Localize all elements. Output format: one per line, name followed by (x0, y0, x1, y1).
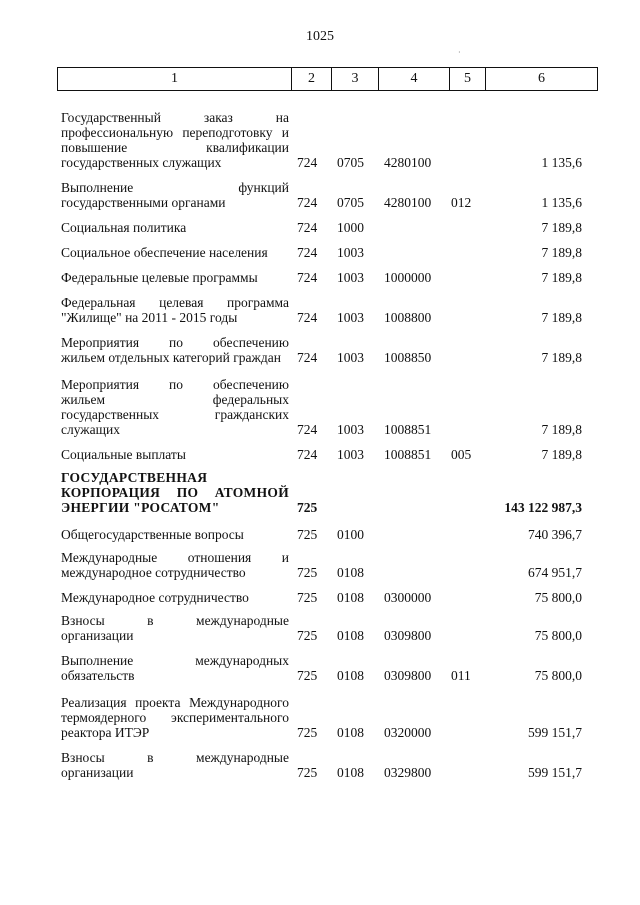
cell-c4: 4280100 (384, 195, 432, 210)
row-name-line: Мероприятия по обеспечению (61, 335, 289, 350)
row-name-line: термоядерного экспериментального (61, 710, 289, 725)
row-name (61, 695, 289, 740)
cell-c6: 1 135,6 (541, 195, 582, 210)
cell-c3: 0108 (337, 668, 364, 683)
row-name-line: Реализация проекта Международного (61, 695, 289, 710)
column-header-4: 4 (379, 68, 450, 91)
cell-c3: 0108 (337, 725, 364, 740)
cell-c2: 724 (297, 220, 318, 235)
cell-c5: 011 (451, 668, 471, 683)
cell-c4: 0300000 (384, 590, 432, 605)
row-name (61, 653, 289, 683)
cell-c6: 7 189,8 (541, 245, 582, 260)
cell-c6: 75 800,0 (534, 668, 582, 683)
cell-c6: 75 800,0 (534, 628, 582, 643)
cell-c6: 7 189,8 (541, 220, 582, 235)
cell-c2: 724 (297, 310, 318, 325)
row-name-line: ЭНЕРГИИ "РОСАТОМ" (61, 500, 220, 515)
row-name-line: Выполнение международных (61, 653, 289, 668)
row-name-line: реактора ИТЭР (61, 725, 150, 740)
row-name-line: Взносы в международные (61, 750, 289, 765)
cell-c2: 724 (297, 447, 318, 462)
row-name (61, 470, 289, 515)
row-name-line: государственных гражданских (61, 407, 289, 422)
row-name (61, 613, 289, 643)
row-name (61, 110, 289, 170)
cell-c4: 1008851 (384, 422, 432, 437)
cell-c6: 599 151,7 (528, 765, 582, 780)
cell-c3: 1003 (337, 310, 364, 325)
cell-c2: 725 (297, 500, 318, 515)
cell-c2: 725 (297, 565, 318, 580)
cell-c2: 724 (297, 422, 318, 437)
row-name-line: жильем федеральных (61, 392, 289, 407)
row-name (61, 220, 289, 235)
cell-c2: 725 (297, 725, 318, 740)
row-name-line: профессиональную переподготовку и (61, 125, 289, 140)
cell-c6: 143 122 987,3 (504, 500, 582, 515)
cell-c6: 7 189,8 (541, 270, 582, 285)
cell-c5: 012 (451, 195, 472, 210)
column-header-3: 3 (332, 68, 379, 91)
cell-c6: 7 189,8 (541, 447, 582, 462)
row-name-line: Федеральные целевые программы (61, 270, 258, 285)
cell-c4: 0309800 (384, 628, 432, 643)
column-header-1: 1 (58, 68, 292, 91)
cell-c3: 1003 (337, 270, 364, 285)
row-name-line: Социальная политика (61, 220, 187, 235)
row-name-line: Социальное обеспечение населения (61, 245, 268, 260)
cell-c4: 0320000 (384, 725, 432, 740)
row-name-line: Выполнение функций (61, 180, 289, 195)
cell-c4: 0309800 (384, 668, 432, 683)
cell-c6: 7 189,8 (541, 310, 582, 325)
cell-c3: 0705 (337, 195, 364, 210)
cell-c2: 725 (297, 765, 318, 780)
row-name (61, 295, 289, 325)
cell-c6: 674 951,7 (528, 565, 582, 580)
scan-mark: · (458, 48, 461, 57)
row-name-line: организации (61, 765, 134, 780)
row-name-line: Общегосударственные вопросы (61, 527, 244, 542)
cell-c2: 724 (297, 245, 318, 260)
row-name (61, 750, 289, 780)
cell-c4: 1008851 (384, 447, 432, 462)
cell-c2: 725 (297, 590, 318, 605)
cell-c2: 724 (297, 195, 318, 210)
page-number: 1025 (306, 29, 334, 44)
cell-c3: 1003 (337, 447, 364, 462)
cell-c6: 599 151,7 (528, 725, 582, 740)
row-name (61, 550, 289, 580)
cell-c2: 725 (297, 628, 318, 643)
row-name-line: ГОСУДАРСТВЕННАЯ (61, 470, 208, 485)
row-name-line: Взносы в международные (61, 613, 289, 628)
row-name (61, 377, 289, 437)
cell-c3: 0108 (337, 765, 364, 780)
row-name-line: международное сотрудничество (61, 565, 246, 580)
cell-c4: 0329800 (384, 765, 432, 780)
cell-c3: 1000 (337, 220, 364, 235)
row-name (61, 527, 289, 542)
row-name-line: повышение квалификации (61, 140, 289, 155)
cell-c2: 725 (297, 668, 318, 683)
cell-c4: 1008800 (384, 310, 432, 325)
cell-c6: 75 800,0 (534, 590, 582, 605)
row-name-line: Международные отношения и (61, 550, 289, 565)
cell-c2: 724 (297, 155, 318, 170)
row-name-line: жильем отдельных категорий граждан (61, 350, 281, 365)
row-name-line: Социальные выплаты (61, 447, 186, 462)
row-name-line: Международное сотрудничество (61, 590, 249, 605)
row-name-line: организации (61, 628, 134, 643)
cell-c3: 1003 (337, 245, 364, 260)
row-name (61, 245, 289, 260)
cell-c2: 724 (297, 270, 318, 285)
cell-c4: 4280100 (384, 155, 432, 170)
row-name-line: Государственный заказ на (61, 110, 289, 125)
row-name (61, 335, 289, 365)
cell-c6: 740 396,7 (528, 527, 582, 542)
cell-c3: 1003 (337, 422, 364, 437)
column-header-2: 2 (292, 68, 332, 91)
row-name-line: служащих (61, 422, 120, 437)
row-name-line: Федеральная целевая программа (61, 295, 289, 310)
row-name-line: Мероприятия по обеспечению (61, 377, 289, 392)
cell-c2: 725 (297, 527, 318, 542)
cell-c6: 7 189,8 (541, 422, 582, 437)
row-name-line: государственными органами (61, 195, 226, 210)
column-header-6: 6 (486, 68, 598, 91)
cell-c5: 005 (451, 447, 472, 462)
row-name (61, 270, 289, 285)
cell-c4: 1008850 (384, 350, 432, 365)
cell-c3: 0705 (337, 155, 364, 170)
cell-c6: 1 135,6 (541, 155, 582, 170)
column-header-row (57, 67, 598, 91)
row-name (61, 590, 289, 605)
row-name-line: государственных служащих (61, 155, 222, 170)
cell-c3: 1003 (337, 350, 364, 365)
cell-c2: 724 (297, 350, 318, 365)
row-name (61, 180, 289, 210)
column-header-5: 5 (450, 68, 486, 91)
cell-c3: 0100 (337, 527, 364, 542)
row-name-line: "Жилище" на 2011 - 2015 годы (61, 310, 238, 325)
row-name (61, 447, 289, 462)
row-name-line: КОРПОРАЦИЯ ПО АТОМНОЙ (61, 485, 289, 500)
cell-c6: 7 189,8 (541, 350, 582, 365)
cell-c3: 0108 (337, 628, 364, 643)
cell-c4: 1000000 (384, 270, 432, 285)
row-name-line: обязательств (61, 668, 135, 683)
cell-c3: 0108 (337, 565, 364, 580)
cell-c3: 0108 (337, 590, 364, 605)
